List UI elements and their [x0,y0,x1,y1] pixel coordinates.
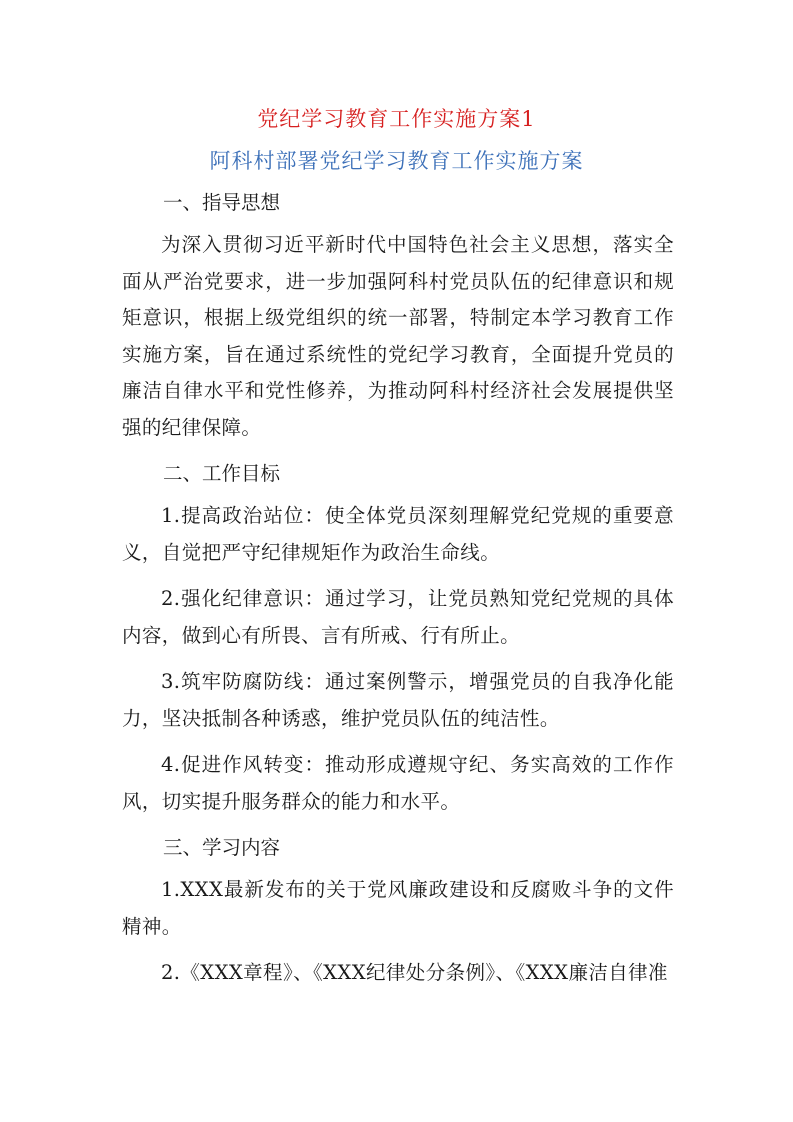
document-body [122,185,674,992]
paragraph-content-1: 1.XXX最新发布的关于党风廉政建设和反腐败斗争的文件精神。 [122,878,674,938]
paragraph-goal-2: 2.强化纪律意识：通过学习，让党员熟知党纪党规的具体内容，做到心有所畏、言有所戒、行有所止。 [122,587,674,647]
paragraph-guiding-ideology: 为深入贯彻习近平新时代中国特色社会主义思想，落实全面从严治党要求，进一步加强阿科村党员队伍的纪律意识和规矩意识，根据上级党组织的统一部署，特制定本学习教育工作实施方案，旨在通过系统性的党纪学习教育，全面提升党员的廉洁自律水平和党性修养，为推动阿科村经济社会发展提供坚强的纪律保障。 [122,233,674,439]
section-heading-work-goals: 二、工作目标 [163,462,281,485]
section-heading-study-content: 三、学习内容 [163,836,281,859]
section-heading-guiding-ideology: 一、指导思想 [163,191,281,214]
paragraph-goal-4: 4.促进作风转变：推动形成遵规守纪、务实高效的工作作风，切实提升服务群众的能力和水平。 [122,753,674,813]
paragraph-goal-3: 3.筑牢防腐防线：通过案例警示，增强党员的自我净化能力，坚决抵制各种诱惑，维护党员队伍的纯洁性。 [122,670,674,730]
document-subtitle: 阿科村部署党纪学习教育工作实施方案 [209,149,584,173]
paragraph-goal-1: 1.提高政治站位：使全体党员深刻理解党纪党规的重要意义，自觉把严守纪律规矩作为政治生命线。 [122,504,674,564]
document-title: 党纪学习教育工作实施方案1 [257,107,536,131]
paragraph-content-2: 2.《XXX章程》、《XXX纪律处分条例》、《XXX廉洁自律准 [161,961,668,984]
